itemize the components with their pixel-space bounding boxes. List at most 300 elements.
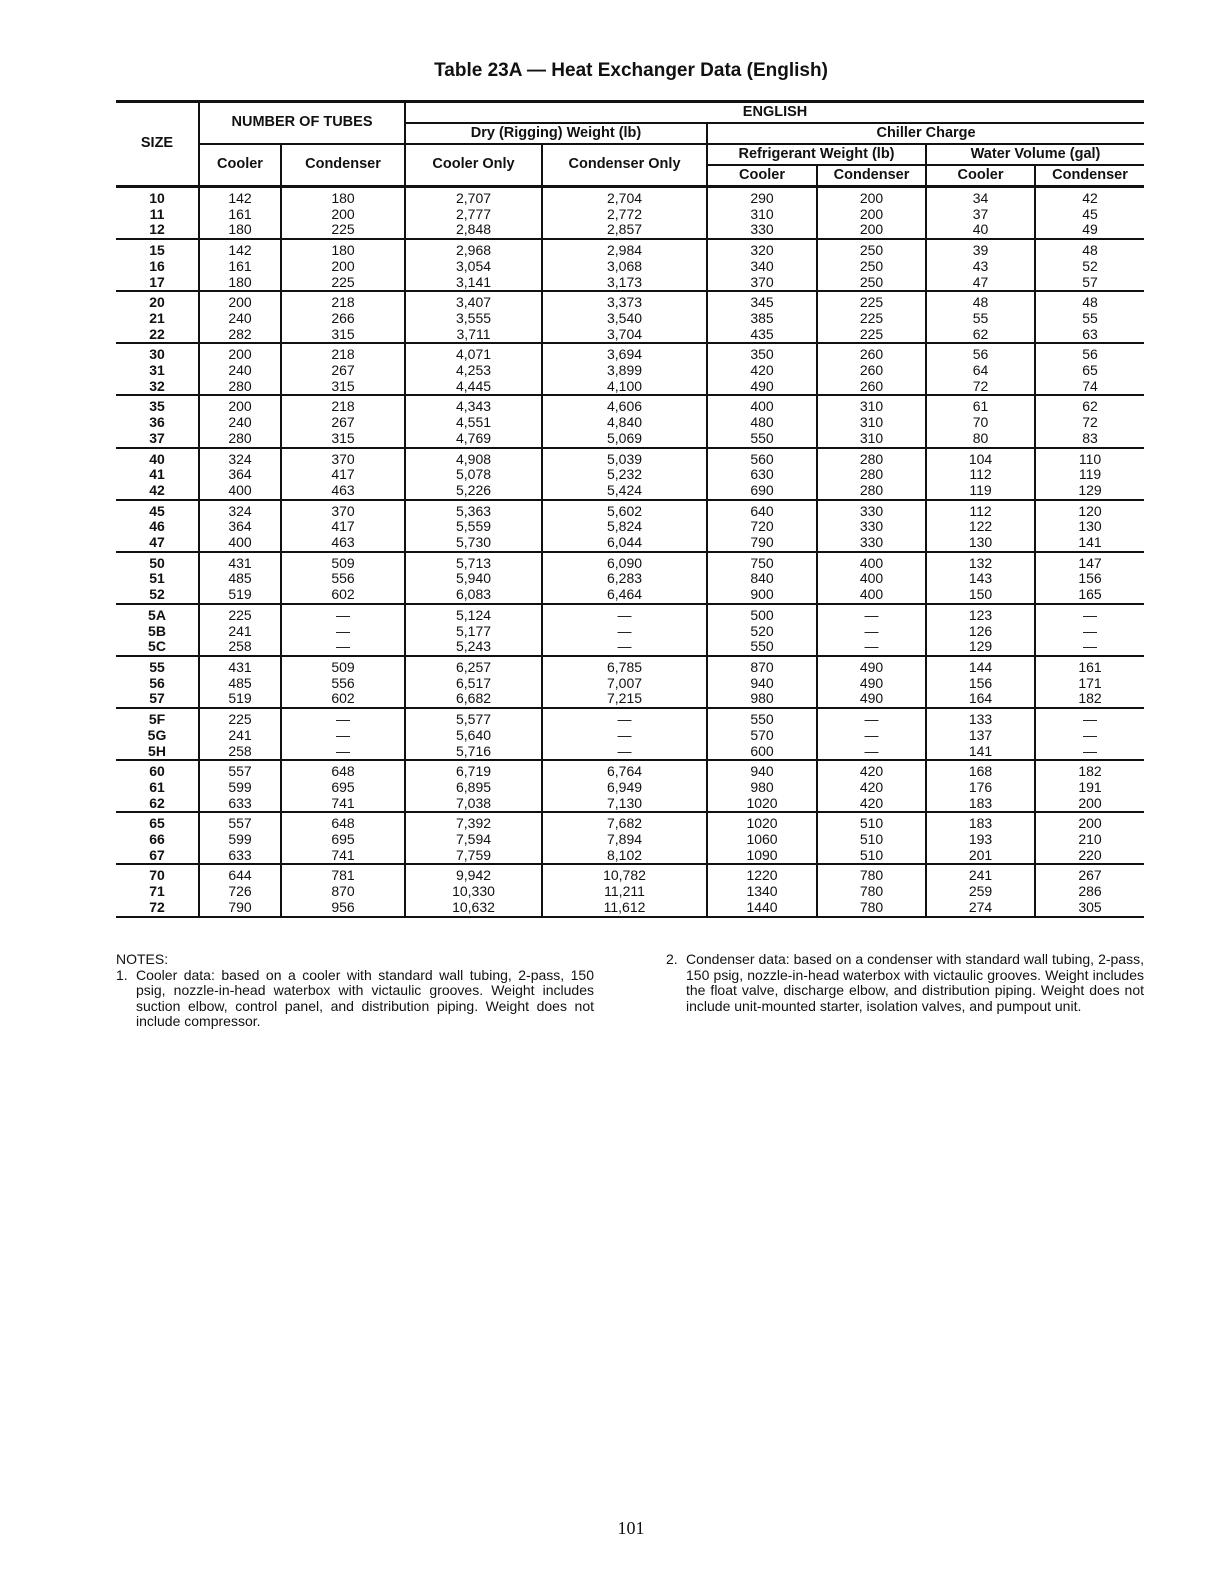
table-row	[116, 327, 1144, 344]
table-cell: —	[817, 604, 926, 624]
table-row	[116, 884, 1144, 900]
table-cell: 556	[281, 676, 405, 692]
table-cell: 431	[199, 552, 281, 572]
table-row	[116, 207, 1144, 223]
table-row	[116, 222, 1144, 239]
table-cell: 519	[199, 587, 281, 604]
table-cell: 315	[281, 379, 405, 396]
table-cell: 509	[281, 656, 405, 676]
table-cell: 420	[817, 760, 926, 780]
table-cell: —	[281, 728, 405, 744]
table-cell: 176	[926, 780, 1035, 796]
table-cell: 6,719	[405, 760, 542, 780]
table-cell: 870	[281, 884, 405, 900]
size-cell: 42	[116, 483, 199, 500]
table-cell: 790	[199, 900, 281, 917]
table-cell: 2,704	[542, 187, 707, 207]
table-cell: 5,424	[542, 483, 707, 500]
table-row	[116, 395, 1144, 415]
table-cell: 310	[817, 395, 926, 415]
table-cell: 400	[817, 587, 926, 604]
table-cell: 225	[817, 311, 926, 327]
size-cell: 41	[149, 467, 165, 483]
table-cell: 241	[199, 728, 281, 744]
table-cell: 43	[926, 259, 1035, 275]
size-cell: 12	[116, 222, 199, 239]
table-cell: 52	[1035, 259, 1144, 275]
size-cell: 32	[116, 379, 199, 396]
size-cell: 20	[149, 294, 165, 311]
table-cell: 48	[926, 291, 1035, 311]
table-cell: 132	[926, 552, 1035, 572]
table-row	[116, 708, 1144, 728]
table-cell: 750	[707, 552, 817, 572]
size-cell: 17	[116, 275, 199, 292]
table-cell: 310	[707, 207, 817, 223]
table-cell: 509	[281, 552, 405, 572]
table-cell: 633	[199, 796, 281, 813]
table-cell: 64	[926, 363, 1035, 379]
table-cell: 6,682	[405, 691, 542, 708]
table-cell: 180	[281, 187, 405, 207]
table-cell: 556	[281, 571, 405, 587]
table-cell: 10,330	[405, 884, 542, 900]
table-cell: 1090	[707, 848, 817, 865]
table-cell: 39	[926, 239, 1035, 259]
table-cell: 4,445	[405, 379, 542, 396]
table-cell: 640	[707, 500, 817, 520]
table-cell: 463	[281, 535, 405, 552]
size-cell: 22	[116, 327, 199, 344]
table-cell: 1340	[707, 884, 817, 900]
table-cell: 870	[707, 656, 817, 676]
table-cell: 150	[926, 587, 1035, 604]
size-cell: 16	[149, 258, 165, 274]
table-cell: 940	[707, 760, 817, 780]
table-cell: 520	[707, 624, 817, 640]
table-cell: 602	[281, 587, 405, 604]
table-cell: 63	[1035, 327, 1144, 344]
table-cell: 191	[1035, 780, 1144, 796]
table-cell: 6,464	[542, 587, 707, 604]
table-cell: 137	[926, 728, 1035, 744]
size-cell: 72	[116, 900, 199, 917]
table-cell: 6,083	[405, 587, 542, 604]
table-cell: 315	[281, 431, 405, 448]
table-cell: 56	[1035, 343, 1144, 363]
table-cell: 34	[926, 187, 1035, 207]
table-cell: 200	[281, 207, 405, 223]
table-cell: 266	[281, 311, 405, 327]
table-row	[116, 848, 1144, 865]
table-row	[116, 624, 1144, 640]
table-cell: 120	[1035, 500, 1144, 520]
header-dry-weight: Dry (Rigging) Weight (lb)	[405, 123, 707, 144]
table-cell: 171	[1035, 676, 1144, 692]
table-cell: 9,942	[405, 864, 542, 884]
table-row	[116, 275, 1144, 292]
size-cell: 5A	[148, 606, 166, 623]
table-cell: 690	[707, 483, 817, 500]
table-cell: 5,640	[405, 728, 542, 744]
header-english: ENGLISH	[405, 102, 1144, 124]
table-cell: 463	[281, 483, 405, 500]
table-cell: 2,772	[542, 207, 707, 223]
table-cell: 141	[926, 744, 1035, 761]
table-cell: 180	[199, 275, 281, 292]
table-row	[116, 832, 1144, 848]
table-cell: —	[817, 624, 926, 640]
table-row	[116, 656, 1144, 676]
table-cell: 7,392	[405, 812, 542, 832]
table-cell: 220	[1035, 848, 1144, 865]
table-cell: 550	[707, 431, 817, 448]
table-cell: 119	[926, 483, 1035, 500]
table-cell: 4,551	[405, 415, 542, 431]
header-cooler-only: Cooler Only	[405, 144, 542, 187]
size-cell: 35	[149, 398, 165, 415]
table-cell: 112	[926, 467, 1035, 483]
table-cell: 5,577	[405, 708, 542, 728]
note-number: 2.	[666, 951, 678, 967]
table-cell: 741	[281, 848, 405, 865]
table-cell: 5,232	[542, 467, 707, 483]
table-cell: 3,068	[542, 259, 707, 275]
table-cell: 282	[199, 327, 281, 344]
table-cell: 557	[199, 812, 281, 832]
table-cell: 781	[281, 864, 405, 884]
header-chiller-charge: Chiller Charge	[707, 123, 1144, 144]
table-cell: 1060	[707, 832, 817, 848]
header-refrigerant-condenser: Condenser	[817, 165, 926, 187]
header-condenser-only: Condenser Only	[542, 144, 707, 187]
table-cell: 3,694	[542, 343, 707, 363]
table-cell: 320	[707, 239, 817, 259]
table-cell: —	[542, 624, 707, 640]
table-cell: 122	[926, 519, 1035, 535]
table-cell: 350	[707, 343, 817, 363]
table-cell: 225	[199, 708, 281, 728]
table-row	[116, 535, 1144, 552]
note-number: 1.	[116, 966, 128, 983]
table-cell: 1220	[707, 864, 817, 884]
table-cell: 210	[1035, 832, 1144, 848]
table-cell: 49	[1035, 222, 1144, 239]
table-cell: —	[281, 624, 405, 640]
table-cell: 8,102	[542, 848, 707, 865]
table-cell: 435	[707, 327, 817, 344]
table-row	[116, 343, 1144, 363]
table-cell: 218	[281, 291, 405, 311]
table-cell: 3,704	[542, 327, 707, 344]
size-cell: 56	[149, 675, 165, 691]
table-row	[116, 379, 1144, 396]
table-cell: 142	[199, 239, 281, 259]
table-cell: 5,730	[405, 535, 542, 552]
table-cell: 259	[926, 884, 1035, 900]
table-cell: 7,594	[405, 832, 542, 848]
table-cell: 143	[926, 571, 1035, 587]
table-cell: —	[281, 604, 405, 624]
table-cell: 7,759	[405, 848, 542, 865]
table-cell: 280	[817, 467, 926, 483]
table-cell: 490	[707, 379, 817, 396]
table-cell: 4,840	[542, 415, 707, 431]
table-row	[116, 431, 1144, 448]
table-cell: 630	[707, 467, 817, 483]
table-cell: 330	[707, 222, 817, 239]
table-cell: 156	[1035, 571, 1144, 587]
table-cell: 570	[707, 728, 817, 744]
table-cell: 280	[199, 431, 281, 448]
table-cell: 133	[926, 708, 1035, 728]
size-cell: 61	[149, 779, 165, 795]
table-cell: —	[1035, 624, 1144, 640]
table-cell: 420	[707, 363, 817, 379]
table-cell: 161	[199, 259, 281, 275]
table-cell: 485	[199, 676, 281, 692]
table-cell: 7,007	[542, 676, 707, 692]
table-row	[116, 415, 1144, 431]
table-cell: 557	[199, 760, 281, 780]
table-cell: —	[281, 708, 405, 728]
table-cell: 400	[707, 395, 817, 415]
table-cell: 37	[926, 207, 1035, 223]
table-cell: 267	[281, 415, 405, 431]
table-cell: 5,713	[405, 552, 542, 572]
table-cell: —	[542, 604, 707, 624]
table-cell: 168	[926, 760, 1035, 780]
table-cell: 4,253	[405, 363, 542, 379]
header-water-cooler: Cooler	[926, 165, 1035, 187]
table-row	[116, 796, 1144, 813]
table-cell: 48	[1035, 291, 1144, 311]
table-cell: 240	[199, 311, 281, 327]
table-cell: 6,044	[542, 535, 707, 552]
table-row	[116, 483, 1144, 500]
table-cell: 3,711	[405, 327, 542, 344]
table-cell: 240	[199, 363, 281, 379]
table-cell: 193	[926, 832, 1035, 848]
table-cell: 490	[817, 656, 926, 676]
table-cell: 980	[707, 780, 817, 796]
table-cell: 400	[199, 483, 281, 500]
size-cell: 37	[116, 431, 199, 448]
size-cell: 46	[149, 519, 165, 535]
table-cell: 417	[281, 467, 405, 483]
table-cell: 11,211	[542, 884, 707, 900]
table-cell: 7,130	[542, 796, 707, 813]
table-cell: 400	[199, 535, 281, 552]
table-cell: 225	[817, 327, 926, 344]
table-cell: —	[281, 639, 405, 656]
table-cell: 305	[1035, 900, 1144, 917]
table-cell: 161	[199, 207, 281, 223]
table-row	[116, 552, 1144, 572]
table-cell: 241	[926, 864, 1035, 884]
table-row	[116, 571, 1144, 587]
table-cell: 45	[1035, 207, 1144, 223]
table-cell: 330	[817, 500, 926, 520]
table-row	[116, 500, 1144, 520]
size-cell: 31	[149, 363, 165, 379]
table-cell: 126	[926, 624, 1035, 640]
table-cell: 72	[926, 379, 1035, 396]
table-cell: 956	[281, 900, 405, 917]
table-cell: 3,173	[542, 275, 707, 292]
size-cell: 30	[149, 346, 165, 363]
table-cell: 5,940	[405, 571, 542, 587]
size-cell: 70	[149, 867, 165, 884]
table-cell: 695	[281, 832, 405, 848]
page-number: 101	[617, 1518, 645, 1538]
table-cell: 142	[199, 187, 281, 207]
table-cell: 510	[817, 848, 926, 865]
size-cell: 52	[116, 587, 199, 604]
table-row	[116, 864, 1144, 884]
size-cell: 5F	[148, 711, 166, 728]
table-cell: —	[1035, 604, 1144, 624]
note-2	[666, 952, 1144, 1014]
table-cell: 741	[281, 796, 405, 813]
table-cell: 200	[817, 207, 926, 223]
table-cell: 141	[1035, 535, 1144, 552]
table-cell: 225	[281, 275, 405, 292]
table-cell: 130	[1035, 519, 1144, 535]
table-cell: 726	[199, 884, 281, 900]
size-cell: 67	[116, 848, 199, 865]
table-row	[116, 691, 1144, 708]
table-cell: 720	[707, 519, 817, 535]
table-cell: 123	[926, 604, 1035, 624]
table-cell: 156	[926, 676, 1035, 692]
table-cell: 364	[199, 467, 281, 483]
note-text: Condenser data: based on a condenser with standard wall tubing, 2-pass, 150 psig, nozzle-in-head waterbox with victaulic grooves. Weight includes the float valve, discharge elbow, and distribution piping. Weight does not include unit-mounted starter, isolation valves, and pumpout unit.	[686, 951, 1144, 1014]
table-cell: 417	[281, 519, 405, 535]
header-size: SIZE	[116, 102, 199, 187]
table-row	[116, 587, 1144, 604]
table-row	[116, 676, 1144, 692]
table-cell: 330	[817, 519, 926, 535]
table-cell: 519	[199, 691, 281, 708]
table-cell: 260	[817, 363, 926, 379]
table-cell: 324	[199, 448, 281, 468]
table-cell: 4,100	[542, 379, 707, 396]
table-cell: 5,124	[405, 604, 542, 624]
table-cell: 260	[817, 379, 926, 396]
table-cell: 2,848	[405, 222, 542, 239]
table-cell: 5,243	[405, 639, 542, 656]
table-cell: 3,899	[542, 363, 707, 379]
table-cell: —	[281, 744, 405, 761]
table-row	[116, 363, 1144, 379]
table-cell: 70	[926, 415, 1035, 431]
table-cell: 65	[1035, 363, 1144, 379]
table-cell: 940	[707, 676, 817, 692]
table-cell: 42	[1035, 187, 1144, 207]
table-cell: 4,606	[542, 395, 707, 415]
table-cell: 5,226	[405, 483, 542, 500]
table-cell: 40	[926, 222, 1035, 239]
table-cell: 161	[1035, 656, 1144, 676]
table-body	[116, 187, 1144, 917]
table-row	[116, 291, 1144, 311]
table-cell: 260	[817, 343, 926, 363]
table-cell: 200	[199, 291, 281, 311]
table-cell: 4,769	[405, 431, 542, 448]
table-cell: 280	[817, 483, 926, 500]
table-cell: 200	[281, 259, 405, 275]
table-cell: 200	[1035, 812, 1144, 832]
table-cell: 780	[817, 884, 926, 900]
table-cell: 385	[707, 311, 817, 327]
table-cell: 286	[1035, 884, 1144, 900]
size-cell: 5G	[147, 727, 167, 743]
table-cell: 119	[1035, 467, 1144, 483]
table-cell: 648	[281, 812, 405, 832]
table-cell: 599	[199, 832, 281, 848]
table-cell: 147	[1035, 552, 1144, 572]
table-cell: 340	[707, 259, 817, 275]
notes-left-column	[116, 952, 594, 1030]
header-water-volume: Water Volume (gal)	[926, 144, 1144, 165]
table-cell: 183	[926, 812, 1035, 832]
table-cell: 364	[199, 519, 281, 535]
table-row	[116, 760, 1144, 780]
table-cell: —	[1035, 639, 1144, 656]
table-cell: 490	[817, 691, 926, 708]
table-cell: 56	[926, 343, 1035, 363]
table-cell: —	[1035, 728, 1144, 744]
size-cell: 62	[116, 796, 199, 813]
table-cell: 5,716	[405, 744, 542, 761]
table-cell: 1020	[707, 812, 817, 832]
table-cell: 370	[281, 448, 405, 468]
notes-heading: NOTES:	[116, 951, 169, 967]
table-cell: 1020	[707, 796, 817, 813]
table-cell: 57	[1035, 275, 1144, 292]
table-cell: 225	[817, 291, 926, 311]
size-cell: 60	[149, 763, 165, 780]
table-cell: 900	[707, 587, 817, 604]
table-cell: 840	[707, 571, 817, 587]
table-cell: 3,555	[405, 311, 542, 327]
table-cell: 370	[707, 275, 817, 292]
table-cell: —	[542, 744, 707, 761]
table-cell: —	[817, 639, 926, 656]
size-cell: 21	[149, 310, 165, 326]
table-cell: 240	[199, 415, 281, 431]
table-cell: 182	[1035, 760, 1144, 780]
size-cell: 50	[149, 554, 165, 571]
table-cell: 72	[1035, 415, 1144, 431]
table-cell: 695	[281, 780, 405, 796]
table-cell: 5,363	[405, 500, 542, 520]
table-cell: 6,949	[542, 780, 707, 796]
table-cell: 633	[199, 848, 281, 865]
size-cell: 40	[149, 450, 165, 467]
size-cell: 11	[149, 206, 165, 222]
table-cell: 324	[199, 500, 281, 520]
table-cell: 4,071	[405, 343, 542, 363]
table-cell: 3,373	[542, 291, 707, 311]
table-cell: 400	[817, 571, 926, 587]
table-row	[116, 239, 1144, 259]
table-cell: 6,895	[405, 780, 542, 796]
size-cell: 10	[149, 190, 165, 206]
table-cell: —	[542, 728, 707, 744]
table-cell: 201	[926, 848, 1035, 865]
